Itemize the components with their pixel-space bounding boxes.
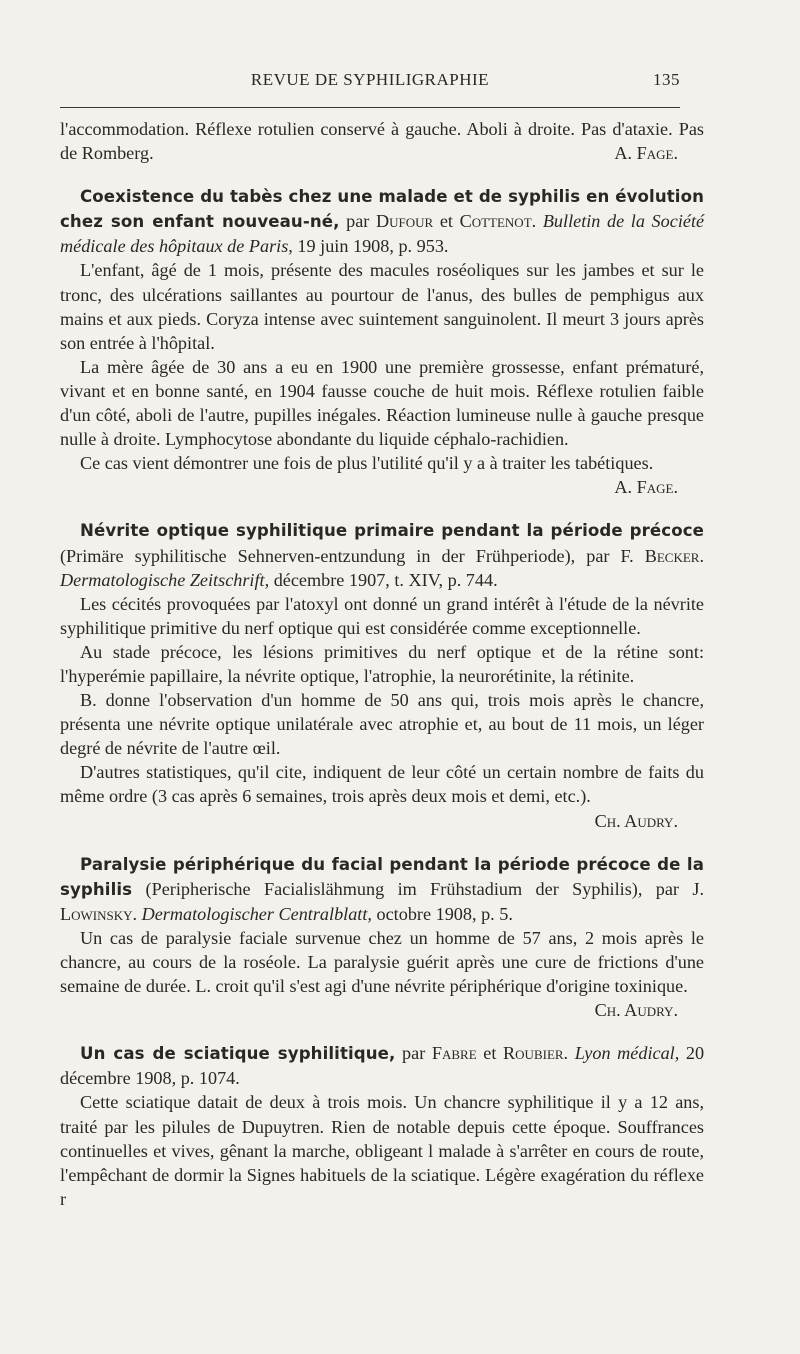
article-heading: [60, 518, 704, 591]
paragraph: Au stade précoce, les lésions primitives du nerf optique et de la rétine sont: l'hyperémie papillaire, la névrite optique, l'atrophie, la neurorétinite, la rétinite.: [60, 641, 704, 686]
article-heading: [60, 1041, 704, 1090]
signature: A. Fage.: [614, 477, 678, 498]
signature: A. Fage.: [614, 143, 678, 164]
source-journal: Dermatologische Zeitschrift,: [60, 569, 270, 590]
par-word: par: [346, 211, 370, 232]
article-subtitle: (Peripherische Facialislähmung im Frühstadium der Syphilis), par J.: [145, 878, 705, 899]
source-date: 20 décembre 1908, p. 1074.: [60, 1043, 705, 1089]
running-header: [60, 70, 680, 98]
paragraph: [60, 926, 704, 1021]
signature: Ch. Audry.: [594, 1000, 678, 1021]
journal-title: REVUE DE SYPHILIGRAPHIE: [250, 70, 490, 89]
paragraph: B. donne l'observation d'un homme de 50 ans qui, trois mois après le chancre, présenta une névrite optique unilatérale avec atrophie et, au bout de 11 mois, un léger degré de névrite de l'autre œil.: [60, 690, 704, 759]
author-name: Dufour: [375, 211, 434, 232]
source-journal: Dermatologischer Centralblatt,: [141, 903, 372, 924]
paragraph-text: l'accommodation. Réflexe rotulien conservé à gauche. Aboli à droite. Pas d'ataxie. Pas de Romberg.: [60, 119, 704, 164]
article-title: Coexistence du tabès chez une malade et de syphilis en évolution chez son enfant nouveau-né,: [60, 187, 704, 232]
paragraph: Les cécités provoquées par l'atoxyl ont donné un grand intérêt à l'étude de la névrite syphilitique primitive du nerf optique qui est considérée comme exceptionnelle.: [60, 593, 704, 638]
article-heading: [60, 852, 704, 926]
signature: Ch. Audry.: [594, 810, 678, 831]
article-title: Névrite optique syphilitique primaire pendant la période précoce: [80, 521, 704, 541]
paragraph-text: Un cas de paralysie faciale survenue chez un homme de 57 ans, 2 mois après le chancre, au cours de la roséole. La paralysie guérit après une cure de frictions d'une semaine de durée. L. croit qu'il s'est agi d'une névrite périphérique d'origine toxinique.: [60, 927, 704, 997]
source-journal: Lyon médical,: [574, 1043, 680, 1064]
paragraph: L'enfant, âgé de 1 mois, présente des macules roséoliques sur les jambes et sur le tronc, des ulcérations saillantes au pourtour de l'anus, des bulles de pemphigus aux mains et aux pieds. Coryza intense avec suintement sanguinolent. Il meurt 3 jours après son entrée à l'hôpital.: [60, 260, 704, 353]
page-content: [60, 117, 704, 1211]
author-name: Roubier.: [503, 1043, 569, 1064]
header-rule: [60, 107, 680, 108]
source-date: 19 juin 1908, p. 953.: [297, 236, 449, 257]
paragraph-text: Ce cas vient démontrer une fois de plus l'utilité qu'il y a à traiter les tabétiques.: [80, 453, 654, 474]
article-continuation: [60, 117, 704, 165]
paragraph-text: D'autres statistiques, qu'il cite, indiquent de leur côté un certain nombre de faits du même ordre (3 cas après 6 semaines, trois après deux mois et demi, etc.).: [60, 762, 704, 807]
article-subtitle: (Primäre syphilitische Sehnerven-entzundung in der Frühperiode), par F.: [60, 545, 634, 566]
author-name: Lowinsky.: [60, 903, 138, 924]
source-journal: Bulletin de la Société médicale des hôpitaux de Paris,: [60, 211, 705, 257]
paragraph: La mère âgée de 30 ans a eu en 1900 une première grossesse, enfant prématuré, vivant et en bonne santé, en 1904 fausse couche de huit mois. Réflexe rotulien faible d'un côté, aboli de l'autre, pupilles inégales. Réaction lumineuse nulle à gauche presque nulle à droite. Lymphocytose abondante du liquide céphalo-rachidien.: [60, 356, 704, 450]
source-date: décembre 1907, t. XIV, p. 744.: [273, 569, 498, 590]
source-date: octobre 1908, p. 5.: [376, 903, 513, 924]
et-word: et: [439, 211, 453, 232]
article-title: Un cas de sciatique syphilitique,: [80, 1044, 396, 1064]
author-name: Cottenot.: [459, 211, 537, 232]
paragraph: [60, 760, 704, 831]
author-name: Fabre: [431, 1043, 477, 1064]
et-word: et: [483, 1043, 497, 1064]
author-name: Becker.: [644, 545, 705, 566]
par-word: par: [402, 1043, 426, 1064]
paragraph: [60, 451, 704, 498]
page-number: 135: [653, 70, 680, 89]
paragraph: Cette sciatique datait de deux à trois mois. Un chancre syphilitique il y a 12 ans, traité par les pilules de Dupuytren. Rien de notable depuis cette époque. Souffrances continuelles et vives, gênant la marche, obligeant l malade à s'arrêter en cours de route, l'empêchant de dormir la Signes habituels de la sciatique. Légère exagération du réflexe r: [60, 1092, 704, 1209]
article-heading: [60, 184, 704, 258]
article-title: Paralysie périphérique du facial pendant la période précoce de la syphilis: [60, 854, 704, 899]
